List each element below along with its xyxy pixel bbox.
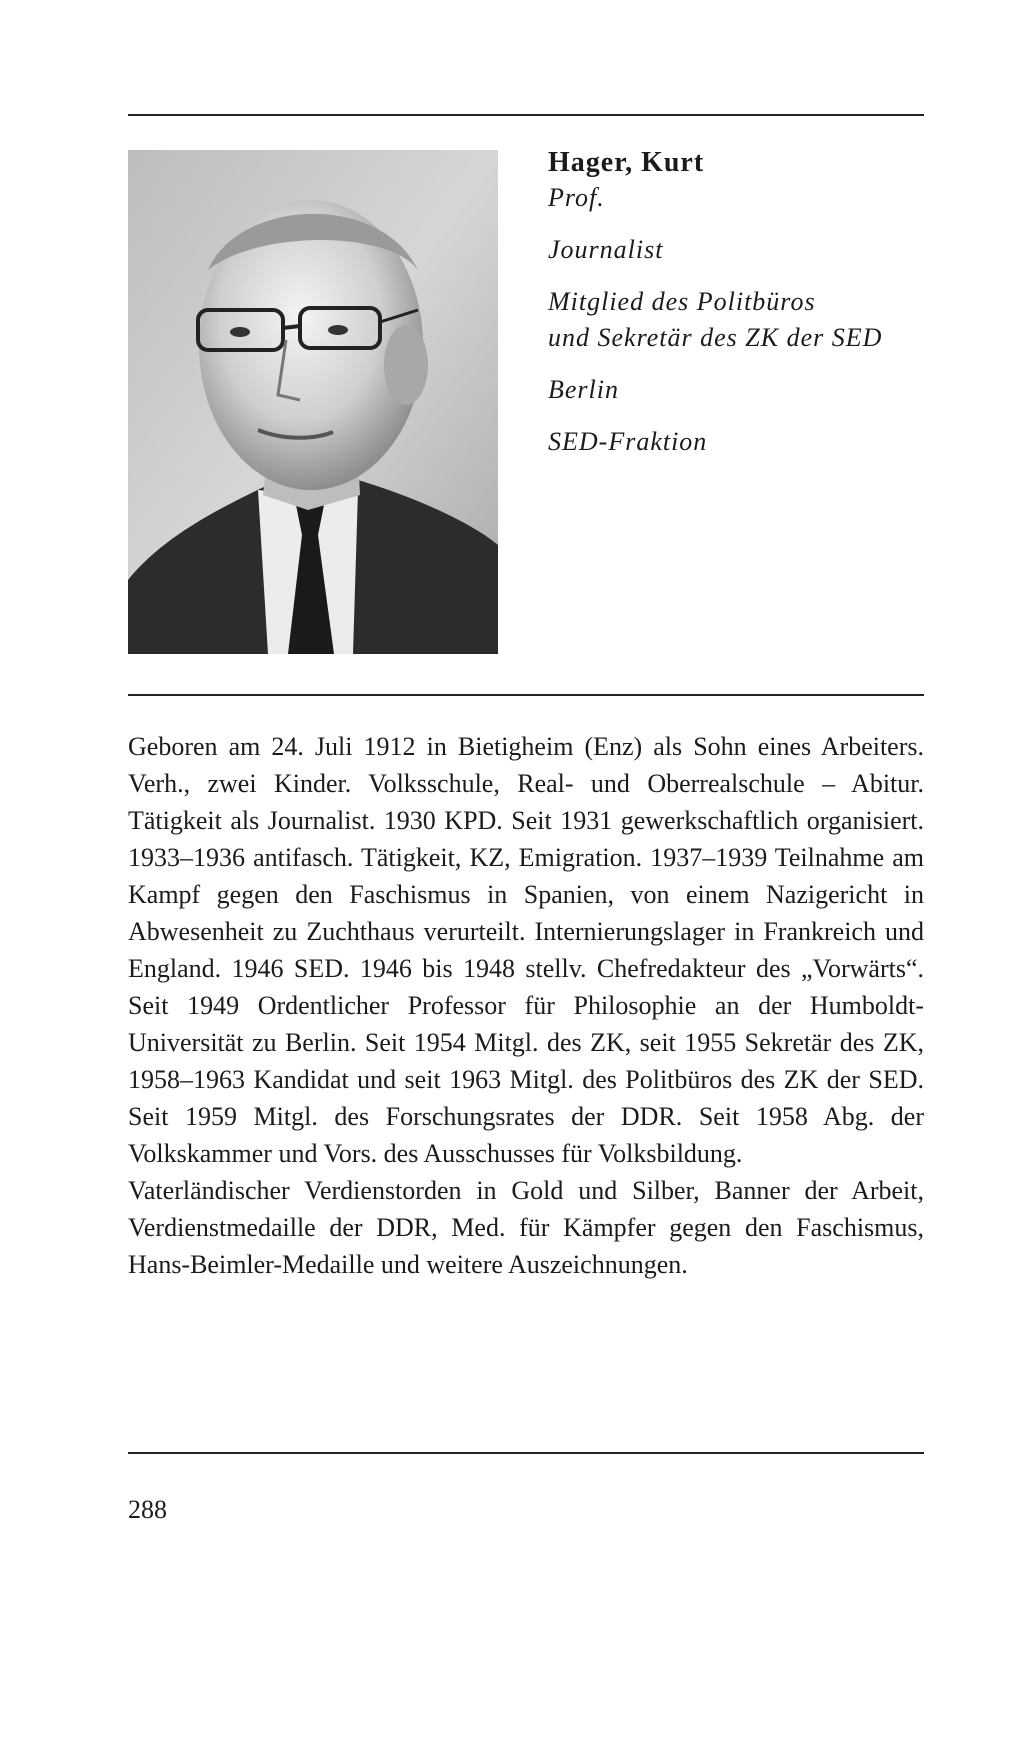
- bottom-rule: [128, 1452, 924, 1454]
- middle-rule: [128, 694, 924, 696]
- person-name: Hager, Kurt: [548, 147, 705, 178]
- awards-paragraph: Vaterländischer Verdienstorden in Gold und Silber, Banner der Arbeit, Verdienstmedaille der DDR, Med. für Kämpfer gegen den Faschismus, Hans-Beimler-Medaille und weitere Auszeichnungen.: [128, 1176, 924, 1279]
- entry-header: [548, 146, 918, 460]
- portrait-photo: [128, 150, 498, 654]
- faction: SED-Fraktion: [548, 427, 708, 456]
- position-line-2: und Sekretär des ZK der SED: [548, 323, 883, 352]
- biography: [128, 728, 924, 1283]
- profession: Journalist: [548, 235, 664, 264]
- page-number: 288: [128, 1495, 167, 1524]
- position-line-1: Mitglied des Politbüros: [548, 287, 816, 316]
- biography-paragraph: Geboren am 24. Juli 1912 in Bietigheim (Enz) als Sohn eines Arbeiters. Verh., zwei Kinder. Volksschule, Real- und Oberrealschule – Abitur. Tätigkeit als Journalist. 1930 KPD. Seit 1931 gewerkschaftlich organisiert. 1933–1936 antifasch. Tätigkeit, KZ, Emigration. 1937–1939 Teilnahme am Kampf gegen den Faschismus in Spanien, von einem Nazigericht in Abwesenheit zu Zuchthaus verurteilt. Internierungslager in Frankreich und England. 1946 SED. 1946 bis 1948 stellv. Chefredakteur des „Vorwärts“. Seit 1949 Ordentlicher Professor für Philosophie an der Humboldt-Universität zu Berlin. Seit 1954 Mitgl. des ZK, seit 1955 Sekretär des ZK, 1958–1963 Kandidat und seit 1963 Mitgl. des Politbüros des ZK der SED. Seit 1959 Mitgl. des Forschungsrates der DDR. Seit 1958 Abg. der Volkskammer und Vors. des Ausschusses für Volksbildung.: [128, 732, 924, 1168]
- position: [548, 284, 918, 356]
- top-rule: [128, 114, 924, 116]
- city: Berlin: [548, 375, 619, 404]
- academic-title: Prof.: [548, 183, 605, 212]
